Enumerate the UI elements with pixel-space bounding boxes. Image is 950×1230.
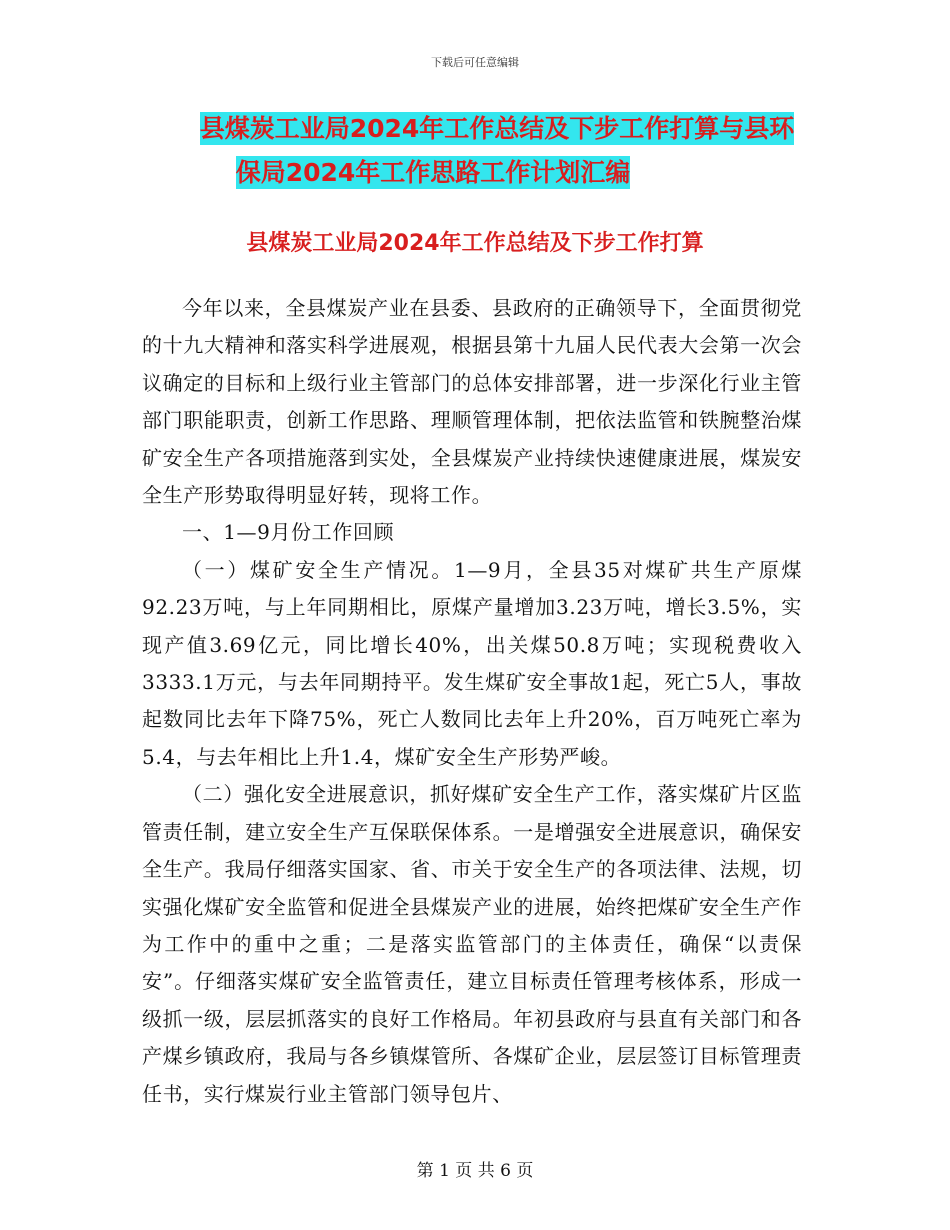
document-title-line-1: [22, 109, 950, 149]
header-note: 下载后可任意编辑: [431, 56, 519, 69]
section-title: 县煤炭工业局2024年工作总结及下步工作打算: [246, 231, 704, 256]
page-footer: 第 1 页 共 6 页: [416, 1161, 534, 1181]
body-paragraph: 一、1—9月份工作回顾: [182, 520, 395, 545]
document-title-line-2: [0, 153, 908, 193]
document-title-line-1-text: 县煤炭工业局2024年工作总结及下步工作打算与县环: [199, 114, 795, 143]
body-paragraph: 今年以来，全县煤炭产业在县委、县政府的正确领导下，全面贯彻党的十九大精神和落实科学进展观，根据县第十九届人民代表大会第一次会议确定的目标和上级行业主管部门的总体安排部署，进一步深化行业主管部门职能职责，创新工作思路、理顺管理体制，把依法监管和铁腕整治煤矿安全生产各项措施落到实处，全县煤炭产业持续快速健康进展，煤炭安全生产形势取得明显好转，现将工作。: [142, 296, 802, 508]
document-body: [142, 290, 802, 1113]
document-title-line-2-text: 保局2024年工作思路工作计划汇编: [235, 158, 631, 187]
body-paragraph: （二）强化安全进展意识，抓好煤矿安全生产工作，落实煤矿片区监管责任制，建立安全生产互保联保体系。一是增强安全进展意识，确保安全生产。我局仔细落实国家、省、市关于安全生产的各项法律、法规，切实强化煤矿安全监管和促进全县煤炭产业的进展，始终把煤矿安全生产作为工作中的重中之重；二是落实监管部门的主体责任，确保“以责保安”。仔细落实煤矿安全监管责任，建立目标责任管理考核体系，形成一级抓一级，层层抓落实的良好工作格局。年初县政府与县直有关部门和各产煤乡镇政府，我局与各乡镇煤管所、各煤矿企业，层层签订目标管理责任书，实行煤炭行业主管部门领导包片、: [142, 782, 802, 1106]
body-paragraph: （一）煤矿安全生产情况。1—9月，全县35对煤矿共生产原煤92.23万吨，与上年同期相比，原煤产量增加3.23万吨，增长3.5%，实现产值3.69亿元，同比增长40%，出关煤50.8万吨；实现税费收入3333.1万元，与去年同期持平。发生煤矿安全事故1起，死亡5人，事故起数同比去年下降75%，死亡人数同比去年上升20%，百万吨死亡率为5.4，与去年相比上升1.4，煤矿安全生产形势严峻。: [142, 557, 802, 769]
